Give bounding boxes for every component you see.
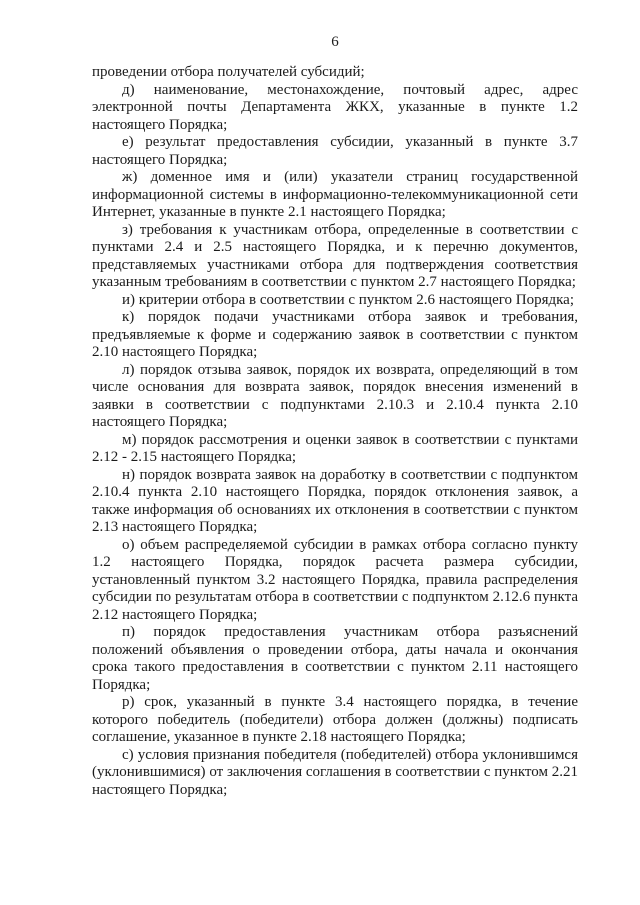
paragraph: л) порядок отзыва заявок, порядок их возврата, определяющий в том числе основания для возврата заявок, порядок внесения изменений в заявки в соответствии с подпунктами 2.10.3 и 2.10.4 пункта 2.10 настоящего Порядка; (92, 361, 578, 430)
paragraph: п) порядок предоставления участникам отбора разъяснений положений объявления о проведении отбора, даты начала и окончания срока такого предоставления в соответствии с пунктом 2.11 настоящего Порядка; (92, 624, 578, 693)
paragraph: к) порядок подачи участниками отбора заявок и требования, предъявляемые к форме и содержанию заявок в соответствии с пунктом 2.10 настоящего Порядка; (92, 309, 578, 360)
paragraph: о) объем распределяемой субсидии в рамках отбора согласно пункту 1.2 настоящего Порядка, порядок расчета размера субсидии, установленный пунктом 3.2 настоящего Порядка, правила распределения субсидии по результатам отбора в соответствии с подпунктом 2.12.6 пункта 2.12 настоящего Порядка; (92, 536, 578, 623)
page-number: 6 (331, 34, 339, 50)
paragraph: з) требования к участникам отбора, определенные в соответствии с пунктами 2.4 и 2.5 настоящего Порядка, и к перечню документов, представляемых участниками отбора для подтверждения соответствия указанным требованиям в соответствии с пунктом 2.7 настоящего Порядка; (92, 221, 578, 290)
paragraph: н) порядок возврата заявок на доработку в соответствии с подпунктом 2.10.4 пункта 2.10 настоящего Порядка, порядок отклонения заявок, а также информация об основаниях их отклонения в соответствии с пунктом 2.13 настоящего Порядка; (92, 466, 578, 535)
paragraph: проведении отбора получателей субсидий; (92, 64, 365, 80)
paragraph: с) условия признания победителя (победителей) отбора уклонившимся (уклонившимися) от заключения соглашения в соответствии с пунктом 2.21 настоящего Порядка; (92, 746, 578, 798)
paragraph: р) срок, указанный в пункте 3.4 настоящего порядка, в течение которого победитель (победители) отбора должен (должны) подписать соглашение, указанное в пункте 2.18 настоящего Порядка; (92, 694, 578, 745)
paragraph: е) результат предоставления субсидии, указанный в пункте 3.7 настоящего Порядка; (92, 134, 578, 168)
paragraph: и) критерии отбора в соответствии с пунктом 2.6 настоящего Порядка; (122, 291, 575, 308)
paragraph: д) наименование, местонахождение, почтовый адрес, адрес электронной почты Департамента ЖКХ, указанные в пункте 1.2 настоящего Порядка; (92, 81, 578, 133)
paragraph: м) порядок рассмотрения и оценки заявок в соответствии с пунктами 2.12 - 2.15 настоящего Порядка; (92, 431, 578, 465)
paragraph: ж) доменное имя и (или) указатели страниц государственной информационной системы в информационно-телекоммуникационной сети Интернет, указанные в пункте 2.1 настоящего Порядка; (92, 169, 578, 220)
document-body (92, 64, 578, 799)
